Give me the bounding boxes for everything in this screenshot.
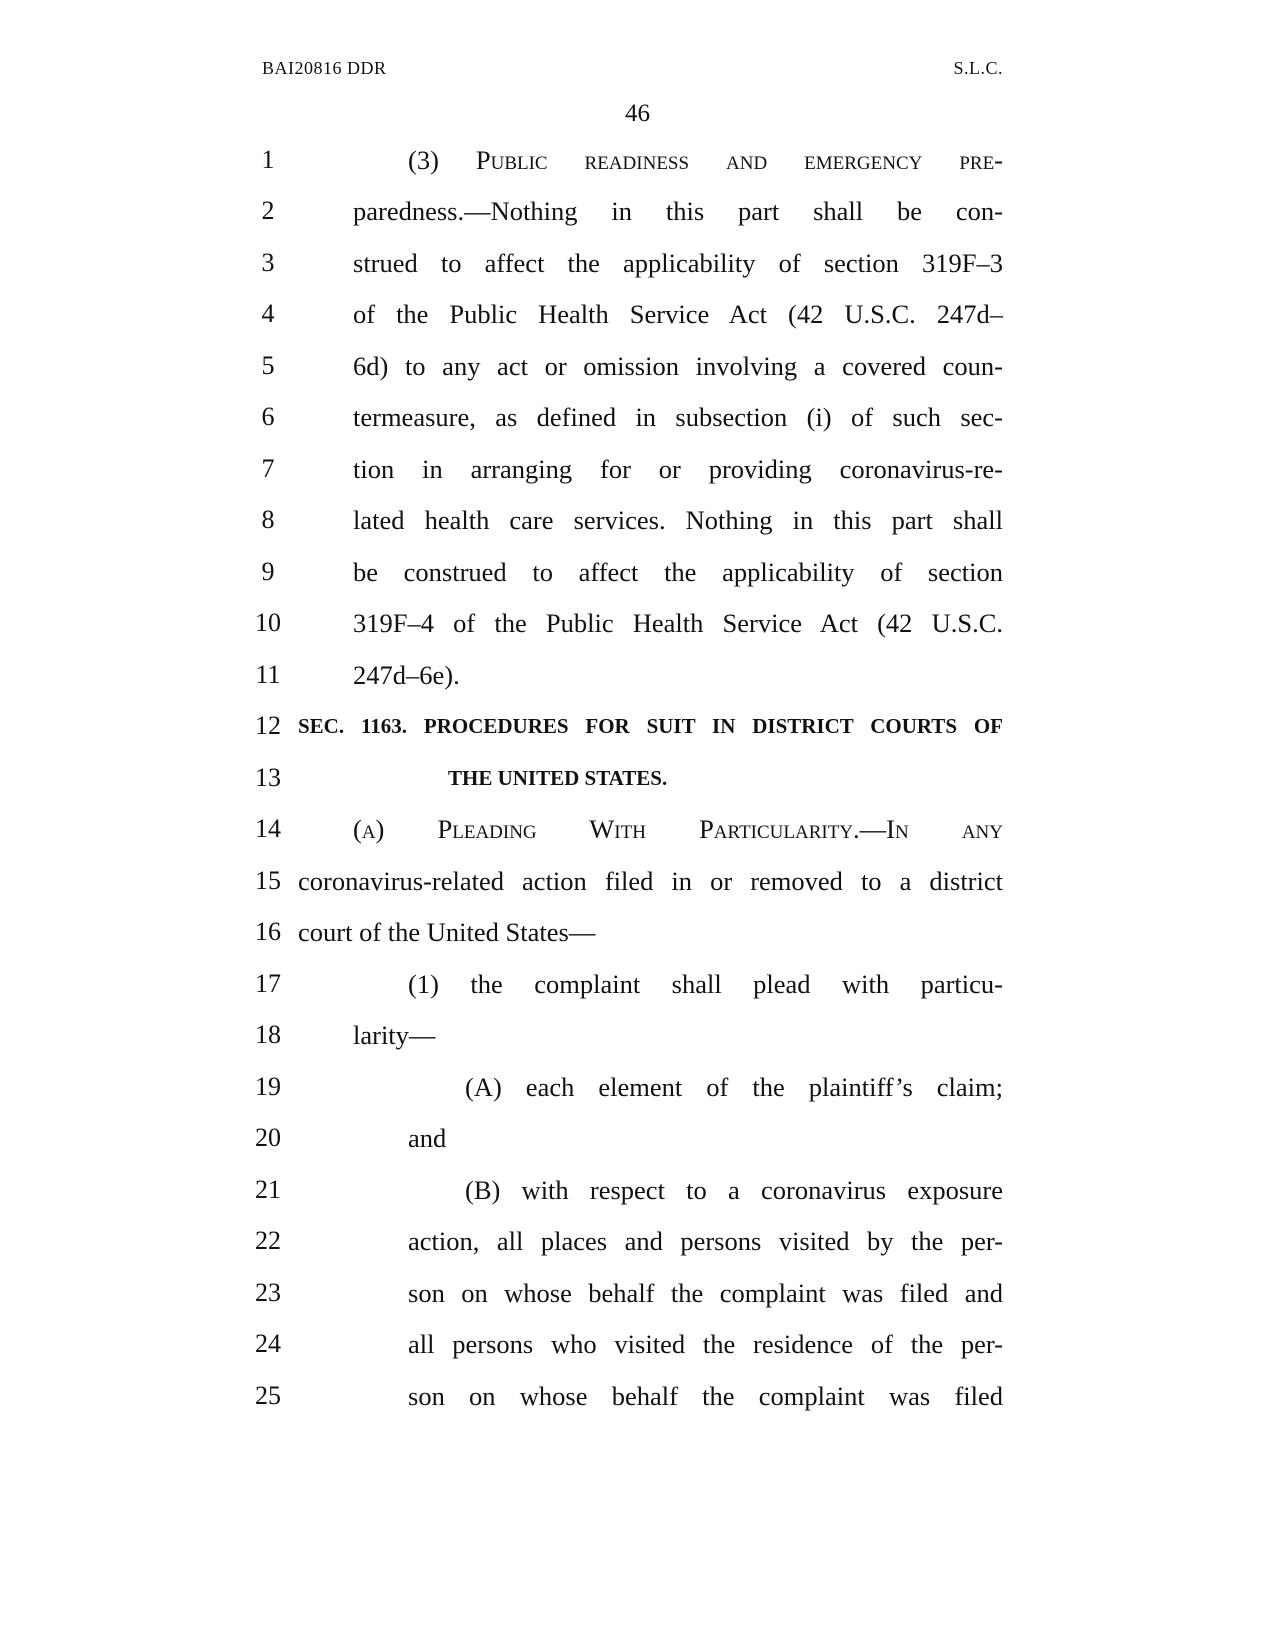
text-line — [0, 1118, 1275, 1158]
line-number: 16 — [255, 917, 281, 946]
line-number: 24 — [255, 1329, 281, 1358]
section-heading: THE UNITED STATES. — [448, 766, 668, 790]
line-number: 20 — [255, 1123, 281, 1152]
text-line — [0, 346, 1275, 386]
line-text: be construed to affect the applicability of section — [353, 557, 1003, 587]
line-text: strued to affect the applicability of section 319F–3 — [353, 248, 1003, 278]
line-number: 22 — [255, 1226, 281, 1255]
line-text: coronavirus-related action filed in or removed to a district — [298, 866, 1003, 896]
section-heading-line — [0, 706, 1275, 746]
text-line — [0, 912, 1275, 952]
line-text: (3) Public readiness and emergency pre- — [408, 145, 1003, 175]
line-number: 21 — [255, 1175, 281, 1204]
line-text: termeasure, as defined in subsection (i) of such sec- — [353, 402, 1003, 432]
text-line — [0, 809, 1275, 849]
line-text: 319F–4 of the Public Health Service Act (42 U.S.C. — [353, 608, 1003, 638]
line-number: 6 — [261, 402, 275, 431]
line-text: and — [408, 1123, 447, 1153]
page-number: 46 — [625, 100, 650, 127]
text-line — [0, 964, 1275, 1004]
line-text: action, all places and persons visited by the per- — [408, 1226, 1003, 1256]
text-line — [0, 1376, 1275, 1416]
text-line — [0, 1015, 1275, 1055]
text-line — [0, 397, 1275, 437]
line-number: 2 — [261, 196, 275, 225]
line-text: larity— — [353, 1020, 436, 1050]
line-number: 13 — [255, 763, 281, 792]
text-line — [0, 1221, 1275, 1261]
text-line — [0, 500, 1275, 540]
line-text: all persons who visited the residence of the per- — [408, 1329, 1003, 1359]
line-number: 10 — [255, 608, 281, 637]
document-code: S.L.C. — [953, 58, 1003, 78]
line-number: 14 — [255, 814, 281, 843]
line-text: 247d–6e). — [353, 660, 460, 690]
line-number: 23 — [255, 1278, 281, 1307]
text-line — [0, 603, 1275, 643]
text-line — [0, 294, 1275, 334]
line-number: 7 — [261, 454, 275, 483]
line-text: court of the United States— — [298, 917, 596, 947]
line-number: 9 — [261, 557, 275, 586]
section-heading: SEC. 1163. PROCEDURES FOR SUIT IN DISTRICT COURTS OF — [298, 714, 1003, 738]
line-text: (A) each element of the plaintiff’s claim; — [465, 1072, 1003, 1102]
line-text: (B) with respect to a coronavirus exposure — [465, 1175, 1003, 1205]
text-line — [0, 1324, 1275, 1364]
line-text: son on whose behalf the complaint was filed and — [408, 1278, 1003, 1308]
text-line — [0, 1170, 1275, 1210]
document-id: BAI20816 DDR — [262, 58, 387, 78]
text-line — [0, 191, 1275, 231]
line-text: son on whose behalf the complaint was filed — [408, 1381, 1003, 1411]
text-line — [0, 449, 1275, 489]
text-line — [0, 140, 1275, 180]
text-line — [0, 655, 1275, 695]
text-line — [0, 861, 1275, 901]
line-number: 12 — [255, 711, 281, 740]
line-number: 15 — [255, 866, 281, 895]
text-line — [0, 243, 1275, 283]
line-number: 19 — [255, 1072, 281, 1101]
text-line — [0, 552, 1275, 592]
section-heading-line — [0, 758, 1275, 798]
text-line — [0, 1273, 1275, 1313]
line-number: 8 — [261, 505, 275, 534]
line-text: 6d) to any act or omission involving a covered coun- — [353, 351, 1003, 381]
text-line — [0, 1067, 1275, 1107]
line-number: 17 — [255, 969, 281, 998]
line-text: (a) Pleading With Particularity.—In any — [353, 814, 1003, 844]
line-number: 3 — [261, 248, 275, 277]
line-text: paredness.—Nothing in this part shall be con- — [353, 196, 1003, 226]
line-text: (1) the complaint shall plead with particu- — [408, 969, 1003, 999]
line-number: 4 — [261, 299, 275, 328]
line-text: of the Public Health Service Act (42 U.S.C. 247d– — [353, 299, 1003, 329]
line-number: 25 — [255, 1381, 281, 1410]
line-number: 11 — [255, 660, 281, 689]
line-number: 18 — [255, 1020, 281, 1049]
line-text: lated health care services. Nothing in this part shall — [353, 505, 1003, 535]
line-number: 1 — [261, 145, 275, 174]
line-number: 5 — [261, 351, 275, 380]
line-text: tion in arranging for or providing coronavirus-re- — [353, 454, 1003, 484]
